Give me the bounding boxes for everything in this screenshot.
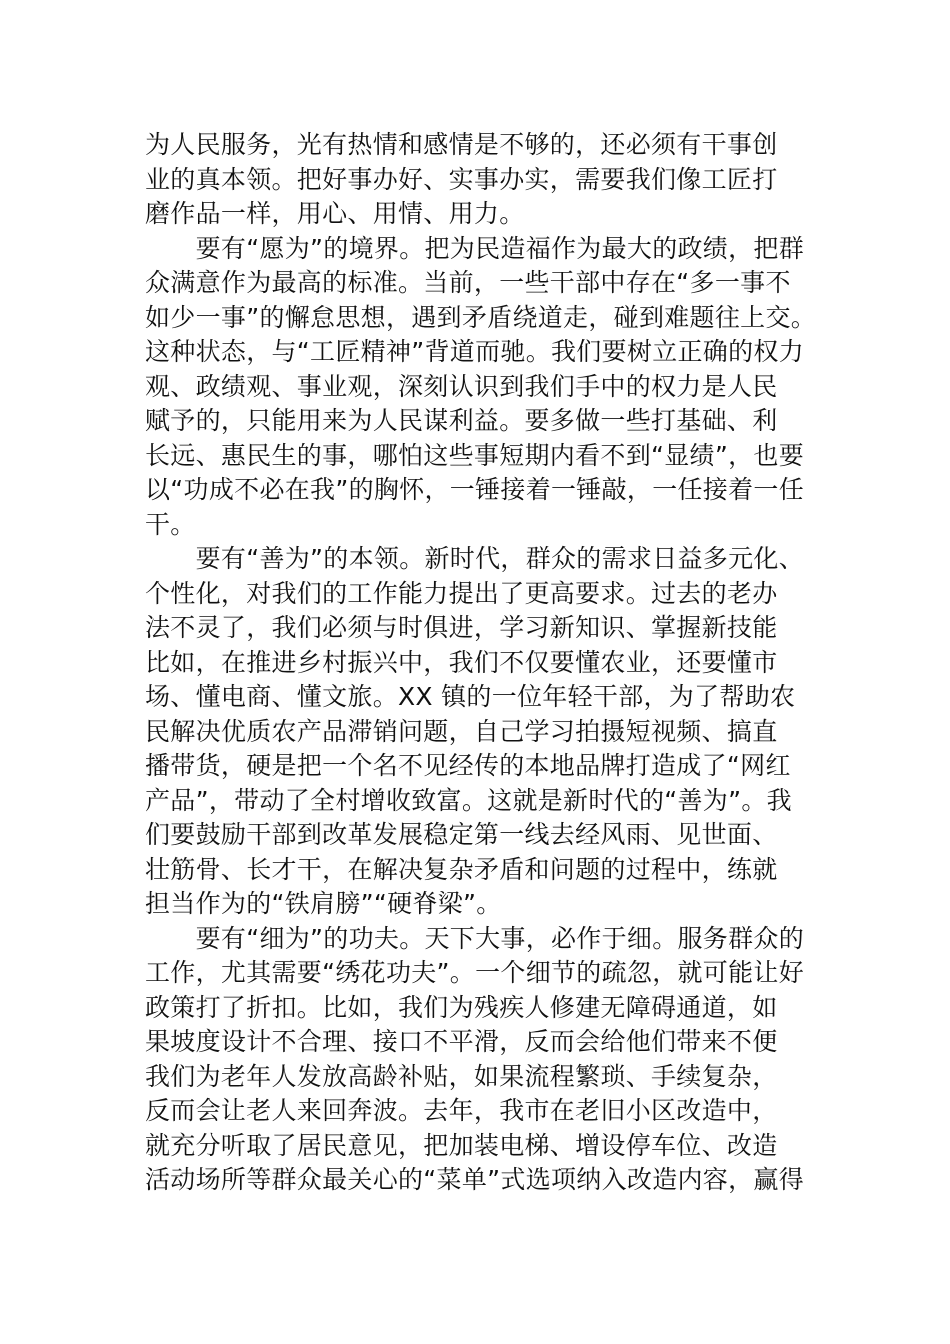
body-text — [145, 128, 817, 1198]
paragraph-start-line: 要有“细为”的功夫。天下大事，必作于细。服务群众的 — [145, 923, 805, 953]
text-line: 众满意作为最高的标准。当前，一些干部中存在“多一事不 — [145, 268, 791, 297]
text-line: 业的真本领。把好事办好、实事办实，需要我们像工匠打 — [145, 164, 778, 194]
text-line: 观、政绩观、事业观，深刻认识到我们手中的权力是人民 — [145, 371, 778, 401]
text-line: 比如，在推进乡村振兴中，我们不仅要懂农业，还要懂市 — [145, 647, 778, 677]
text-line: 以“功成不必在我”的胸怀，一锤接着一锤敲，一任接着一任 — [145, 475, 805, 504]
text-line: 就充分听取了居民意见，把加装电梯、增设停车位、改造 — [145, 1130, 778, 1160]
text-line: 干。 — [145, 509, 196, 539]
text-line: 法不灵了，我们必须与时俱进，学习新知识、掌握新技能 — [145, 613, 778, 642]
text-line: 场、懂电商、懂文旅。XX 镇的一位年轻干部，为了帮助农 — [145, 682, 796, 711]
text-line: 果坡度设计不合理、接口不平滑，反而会给他们带来不便 — [145, 1027, 778, 1056]
text-line: 为人民服务，光有热情和感情是不够的，还必须有干事创 — [145, 130, 778, 159]
text-line: 民解决优质农产品滞销问题，自己学习拍摄短视频、搞直 — [145, 716, 778, 746]
text-line: 如少一事”的懈怠思想，遇到矛盾绕道走，碰到难题往上交。 — [145, 302, 817, 332]
text-line: 我们为老年人发放高龄补贴，如果流程繁琐、手续复杂， — [145, 1061, 778, 1091]
text-line: 活动场所等群众最关心的“菜单”式选项纳入改造内容，赢得 — [145, 1165, 805, 1194]
text-line: 工作，尤其需要“绣花功夫”。一个细节的疏忽，就可能让好 — [145, 958, 805, 987]
text-line: 产品”，带动了全村增收致富。这就是新时代的“善为”。我 — [145, 785, 792, 815]
text-line: 这种状态，与“工匠精神”背道而驰。我们要树立正确的权力 — [145, 337, 805, 366]
text-line: 个性化，对我们的工作能力提出了更高要求。过去的老办 — [145, 578, 778, 608]
text-line: 担当作为的“铁肩膀”“硬脊梁”。 — [145, 889, 502, 918]
text-line: 反而会让老人来回奔波。去年，我市在老旧小区改造中， — [145, 1096, 778, 1125]
text-line: 磨作品一样，用心、用情、用力。 — [145, 199, 525, 228]
text-line: 播带货，硬是把一个名不见经传的本地品牌打造成了“网红 — [145, 751, 791, 780]
text-line: 长远、惠民生的事，哪怕这些事短期内看不到“显绩”，也要 — [145, 440, 805, 470]
paragraph-start-line: 要有“愿为”的境界。把为民造福作为最大的政绩，把群 — [145, 233, 805, 263]
text-line: 们要鼓励干部到改革发展稳定第一线去经风雨、见世面、 — [145, 820, 778, 849]
paragraph-start-line: 要有“善为”的本领。新时代，群众的需求日益多元化、 — [145, 544, 805, 573]
text-line: 赋予的，只能用来为人民谋利益。要多做一些打基础、利 — [145, 406, 778, 435]
text-line: 壮筋骨、长才干，在解决复杂矛盾和问题的过程中，练就 — [145, 854, 778, 884]
text-line: 政策打了折扣。比如，我们为残疾人修建无障碍通道，如 — [145, 992, 778, 1022]
